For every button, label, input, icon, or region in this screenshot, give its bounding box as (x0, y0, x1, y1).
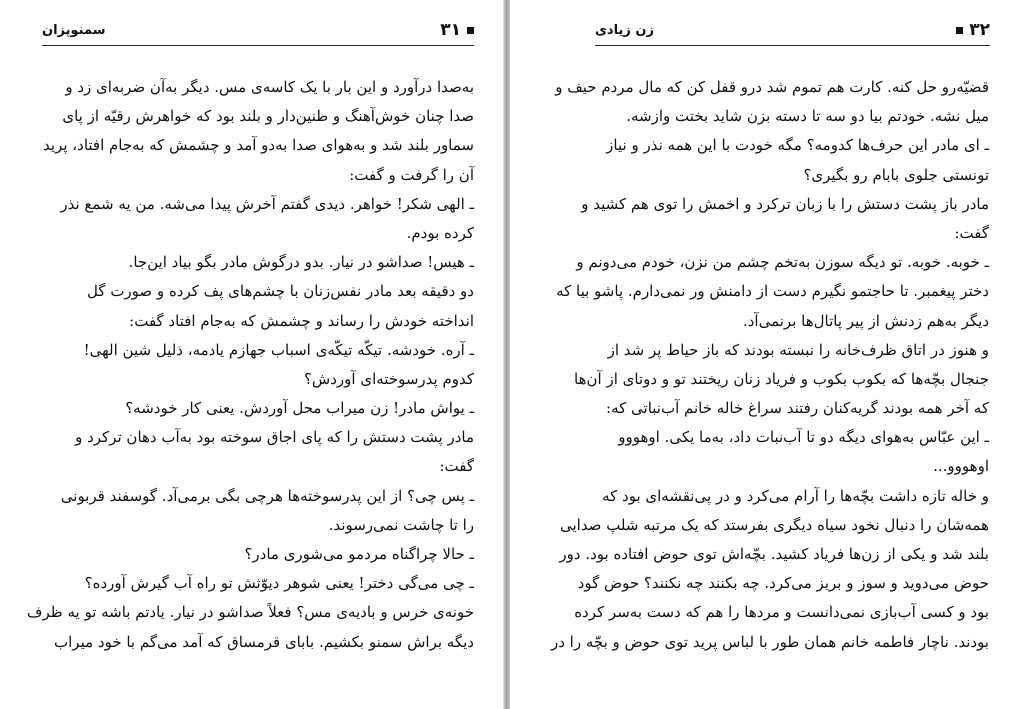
left-page-number-group (440, 20, 474, 40)
left-page (0, 0, 503, 709)
text-line: که آخر همه بودند گریه‌کنان رفتند سراغ خاله خانم آب‌نباتی که: (606, 399, 989, 418)
text-line: ـ چی می‌گی دختر! یعنی شوهر دیوّثش تو راه آب گیرش آورده؟ (84, 574, 474, 593)
text-line: ـ یواش مادر! زن میراب محل آوردش. یعنی کار خودشه؟ (125, 399, 474, 418)
right-page-number: ۳۲ (969, 20, 990, 40)
text-line: گفت: (954, 223, 989, 242)
left-page-body (26, 73, 474, 657)
right-page-header (595, 18, 990, 42)
text-line: کرده بودم. (406, 223, 474, 242)
text-line: ـ خوبه. خوبه. تو دیگه سوزن به‌تخم چشم من نزن، خودم می‌دونم و (576, 253, 989, 272)
text-line: دیگه براش سمنو بکشیم. بابای قرمساق که آمد می‌گم با خود میراب (54, 632, 474, 651)
text-line: ـ حالا چراگناه مردمو می‌شوری مادر؟ (244, 545, 474, 563)
right-page (510, 0, 1015, 709)
square-bullet-icon (956, 27, 963, 34)
text-line: خونه‌ی خرس و بادیه‌ی مس؟ فعلاً صداشو در نیار. یادتم باشه تو یه ظرف (26, 603, 474, 622)
text-line: حوض می‌دوید و سوز و بریز می‌کرد. چه بکنند چه نکنند؟ حوض گود (577, 574, 989, 593)
text-line: میل نشه. خودتم بیا دو سه تا دسته بزن شاید بختت وازشه. (626, 107, 989, 126)
text-line: دو دقیقه بعد مادر نفس‌زنان با چشم‌های پف کرده و صورت گل (87, 282, 474, 301)
right-page-body (550, 73, 989, 657)
left-page-header (42, 18, 474, 42)
left-page-number: ۳۱ (440, 20, 461, 40)
text-line: ـ آره. خودشه. تیکّه تیکّه‌ی اسباب جهازم یادمه، ذلیل شین الهی! (83, 340, 474, 359)
text-line: مادر پشت دستش را که پای اجاق سوخته بود به‌آب دهان ترکرد و (75, 428, 474, 447)
text-line: و هنوز در اتاق ظرف‌خانه را نبسته بودند که باز حیاط پر شد از (607, 340, 989, 359)
text-line: تونستی جلوی بابام رو بگیری؟ (803, 165, 989, 184)
text-line: ـ ای مادر این حرف‌ها کدومه؟ مگه خودت با این همه نذر و نیاز (606, 136, 989, 155)
right-page-number-group (956, 20, 990, 40)
text-line: را تا چاشت نمی‌رسوند. (328, 515, 474, 534)
left-page-running-title: سمنوپزان (42, 22, 106, 38)
text-line: جنجال بچّه‌ها که بکوب بکوب و فریاد زنان ریختند تو و دوتای از آن‌ها (574, 369, 989, 388)
text-line: بودند. ناچار فاطمه خانم همان طور با لباس پرید توی حوض و بچّه را در (550, 632, 989, 651)
text-line: دیگر به‌هم زدنش از پیر پاتال‌ها برنمی‌آد. (742, 311, 989, 330)
text-line: بود و کسی آب‌بازی نمی‌دانست و مردها را هم که دست به‌سر کرده (574, 603, 989, 622)
text-line: سماور بلند شد و به‌هوای صدا به‌دو آمد و چشمش که به‌جام افتاد، پرید (43, 136, 474, 155)
text-line: اوهووو... (933, 457, 989, 476)
text-line: ـ هیس! صداشو در نیار. بدو درگوش مادر بگو بیاد این‌جا. (128, 253, 474, 272)
text-line: ـ این عبّاس به‌هوای دیگه دو تا آب‌نبات داد، به‌ما یکی. اوهووو (618, 428, 989, 447)
text-line: آن را گرفت و گفت: (349, 165, 474, 184)
right-header-rule (595, 45, 990, 46)
text-line: به‌صدا درآورد و این بار با یک کاسه‌ی مس. دیگر به‌آن ضربه‌ای زد و (65, 78, 474, 96)
text-line: و خاله تازه داشت بچّه‌ها را آرام می‌کرد و در پی‌نقشه‌ای بود که (602, 486, 989, 505)
text-line: ـ الهی شکر! خواهر. دیدی گفتم آخرش پیدا می‌شه. من یه شمع نذر (60, 194, 474, 213)
text-line: قضیّه‌رو حل کنه. کارت هم تموم شد درو قفل کن که مال مردم حیف و (555, 78, 989, 96)
right-page-running-title: زن زیادی (595, 22, 654, 38)
text-line: ـ پس چی؟ از این پدرسوخته‌ها هرچی بگی برمی‌آد. گوسفند قربونی (60, 486, 474, 505)
text-line: بلند شد و یکی از زن‌ها فریاد کشید. بچّه‌اش توی حوض افتاده بود. دور (559, 545, 989, 563)
left-header-rule (42, 45, 474, 46)
book-gutter (503, 0, 510, 709)
text-line: کدوم پدرسوخته‌ای آوردش؟ (303, 369, 474, 388)
text-line: دختر پیغمبر. تا حاجتمو نگیرم دست از دامنش ور نمی‌دارم. پاشو بیا که (556, 282, 989, 301)
text-line: مادر باز پشت دستش را با زبان ترکرد و اخمش را توی هم کشید و (581, 194, 989, 213)
text-line: همه‌شان را دنبال نخود سیاه دیگری بفرستد که یک مرتبه شلپ صدایی (559, 515, 989, 534)
text-line: صدا چنان خوش‌آهنگ و طنین‌دار و بلند بود که خواهرش رقیّه از پای (62, 107, 474, 126)
square-bullet-icon (467, 27, 474, 34)
text-line: گفت: (439, 457, 474, 476)
text-line: انداخته خودش را رساند و چشمش که به‌جام افتاد گفت: (129, 311, 474, 330)
